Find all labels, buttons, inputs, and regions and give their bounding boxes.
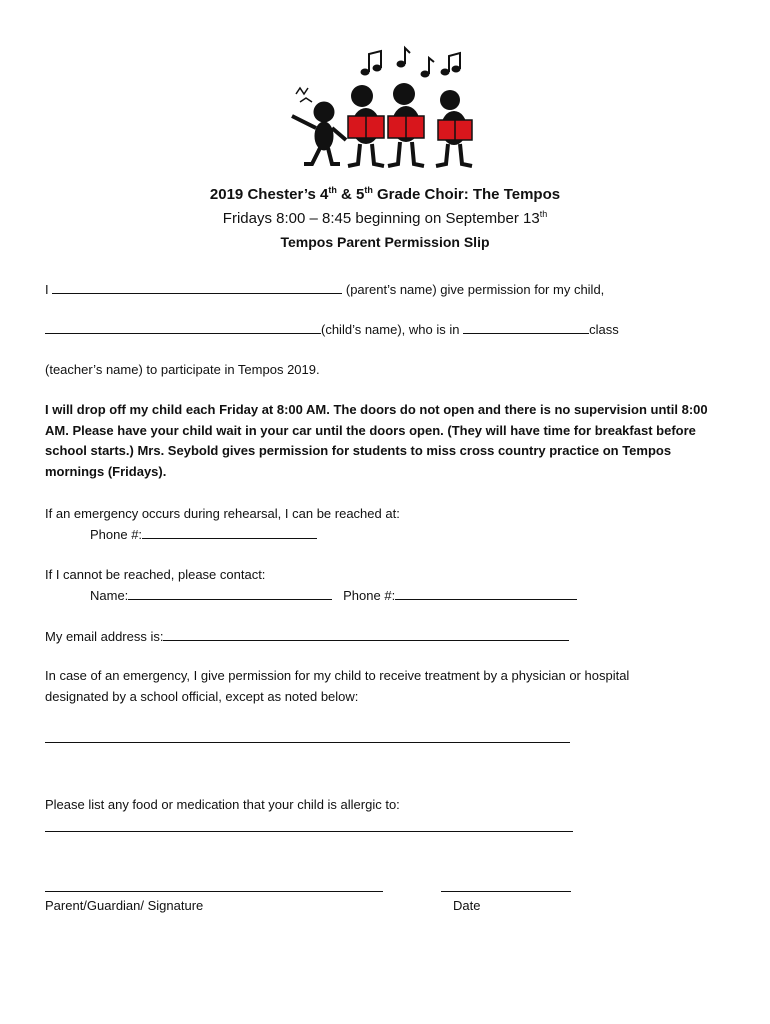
email-line: My email address is: [45,628,569,644]
phone-line: Phone #: [90,526,317,542]
treatment-exceptions-field[interactable] [45,742,570,743]
singer-figure-3 [436,90,472,166]
alt-contact-intro: If I cannot be reached, please contact: [45,567,266,582]
phone-field[interactable] [142,526,317,539]
signature-label: Parent/Guardian/ Signature [45,898,204,913]
conductor-figure [292,102,346,164]
alt-contact-line: Name: Phone #: [90,587,577,603]
page-title: 2019 Chester’s 4th & 5th Grade Choir: The Tempos [209,185,561,203]
treatment-paragraph: In case of an emergency, I give permission for my child to receive treatment by a physician or hospital designated by a school official, except as noted below: [45,668,630,704]
child-name-field[interactable] [45,321,321,334]
child-name-line: (child’s name), who is in class [45,321,619,337]
singer-figure-2 [388,83,424,166]
choir-singers-clipart [282,44,492,174]
email-field[interactable] [163,628,569,641]
parent-name-line: I (parent’s name) give permission for my child, [45,282,605,297]
allergy-field[interactable] [45,831,573,832]
date-field[interactable] [441,891,571,892]
alt-phone-field[interactable] [395,587,577,600]
signature-field[interactable] [45,891,383,892]
allergy-label: Please list any food or medication that your child is allergic to: [45,797,400,812]
emergency-intro: If an emergency occurs during rehearsal, I can be reached at: [45,506,400,521]
schedule-line: Fridays 8:00 – 8:45 beginning on September 13th [222,209,548,227]
teacher-line: (teacher’s name) to participate in Tempos 2019. [45,362,320,377]
music-notes-icon [296,48,460,102]
date-label: Date [453,898,481,913]
slip-title: Tempos Parent Permission Slip [280,234,490,250]
singer-figure-1 [348,85,384,166]
dropoff-paragraph: I will drop off my child each Friday at 8:00 AM. The doors do not open and there is no supervision until 8:00 AM. Please have your child wait in your car until the doors open. (They will have time for breakfast before school starts.) Mrs. Seybold gives permission for students to miss cross country practice on Tempos mornings (Fridays). [45,402,708,479]
class-field[interactable] [463,321,589,334]
alt-name-field[interactable] [128,587,332,600]
parent-name-field[interactable] [52,281,342,294]
